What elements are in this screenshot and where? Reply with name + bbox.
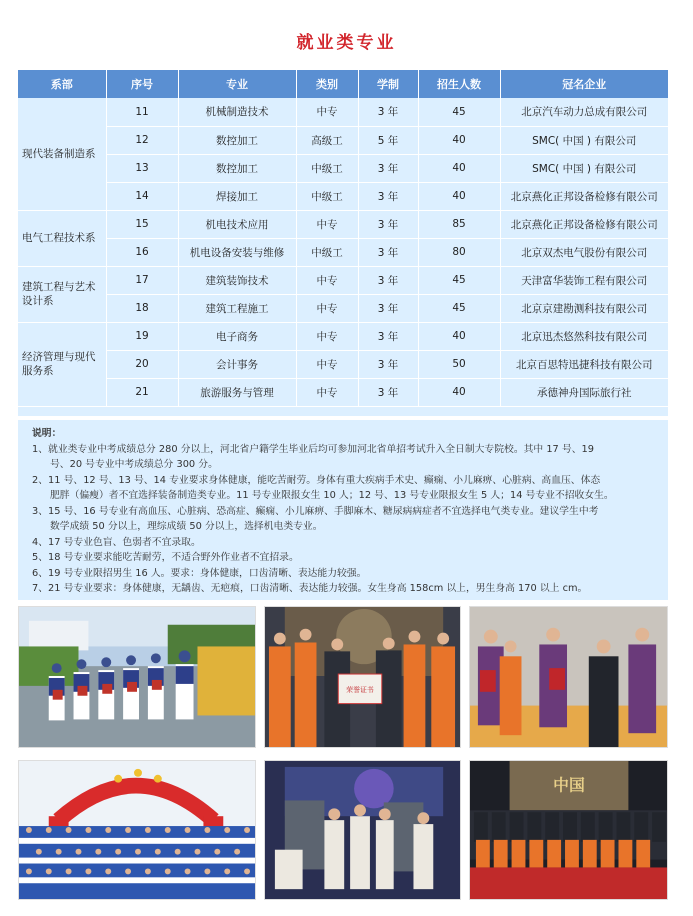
cell-company: 天津富华装饰工程有限公司 [500,266,668,294]
note-line: 5、18 号专业要求能吃苦耐劳，不适合野外作业者不宜招录。 [32,552,299,563]
cell-count: 40 [418,182,500,210]
cell-type: 中专 [296,210,358,238]
cell-company: 北京迅杰悠然科技有限公司 [500,322,668,350]
cell-no: 11 [106,98,178,126]
note-line: 4、17 号专业色盲、色弱者不宜录取。 [32,536,201,548]
cell-years: 3 年 [358,182,418,210]
photo-award-ceremony [264,606,461,748]
note-line: 6、19 号专业限招男生 16 人。要求：身体健康，口齿清晰、表达能力较强。 [32,567,367,579]
cell-count: 50 [418,350,500,378]
cell-company: 北京百思特迅捷科技有限公司 [500,350,668,378]
dept-line: 经济管理与现代 [22,351,96,363]
header-dept: 系部 [18,70,106,98]
header-company: 冠名企业 [500,70,668,98]
cell-no: 18 [106,294,178,322]
cell-count: 80 [418,238,500,266]
table-row [18,294,668,322]
cell-major: 数控加工 [178,126,296,154]
note-line: 7、21 号专业要求：身体健康，无龋齿、无疤痕，口齿清晰、表达能力较强。女生身高 158cm 以上，男生身高 170 以上 cm。 [32,583,588,594]
dept-line: 电气工程技术系 [22,232,96,244]
cell-years: 3 年 [358,266,418,294]
header-count: 招生人数 [418,70,500,98]
cell-years: 3 年 [358,350,418,378]
table-row [18,210,668,238]
notes-panel [18,420,668,600]
table-row [18,154,668,182]
table-row [18,98,668,126]
note-line: 2、11 号、12 号、13 号、14 专业要求身体健康，能吃苦耐劳。身体有重大疾病手术史、癫痫、小儿麻痹、心脏病、高血压、体态 [32,474,601,486]
dept-cell [18,322,106,406]
note-line: 1、就业类专业中考成绩总分 280 分以上，河北省户籍学生毕业后均可参加河北省单招考试升入全日制大专院校。其中 17 号、19 [32,443,594,455]
cell-count: 85 [418,210,500,238]
notes-title: 说明： [32,428,62,439]
cell-major: 机电设备安装与维修 [178,238,296,266]
cell-type: 中级工 [296,154,358,182]
header-no: 序号 [106,70,178,98]
award-card-text: 荣誉证书 [346,685,374,694]
cell-count: 45 [418,266,500,294]
photo-students-uniform [18,606,256,748]
cell-major: 建筑工程施工 [178,294,296,322]
photo-workshop-demo [264,760,461,900]
header-type: 类别 [296,70,358,98]
table-row [18,126,668,154]
cell-type: 高级工 [296,126,358,154]
note-line: 数学成绩 50 分以上，理综成绩 50 分以上，选择机电类专业。 [50,521,323,532]
dept-line: 设计系 [22,295,54,307]
cell-years: 5 年 [358,126,418,154]
cell-count: 45 [418,294,500,322]
dept-line: 服务系 [22,365,54,377]
table-row [18,182,668,210]
cell-major: 建筑装饰技术 [178,266,296,294]
cell-company: 北京双杰电气股份有限公司 [500,238,668,266]
header-years: 学制 [358,70,418,98]
table-row [18,378,668,406]
cell-no: 13 [106,154,178,182]
cell-no: 12 [106,126,178,154]
stage-banner-text: 中国 [553,775,585,795]
cell-company: SMC( 中国 ) 有限公司 [500,154,668,182]
cell-company: SMC( 中国 ) 有限公司 [500,126,668,154]
cell-major: 机电技术应用 [178,210,296,238]
cell-major: 焊接加工 [178,182,296,210]
cell-count: 45 [418,98,500,126]
cell-type: 中专 [296,98,358,126]
cell-years: 3 年 [358,322,418,350]
cell-count: 40 [418,126,500,154]
cell-major: 数控加工 [178,154,296,182]
note-line: 号、20 号专业中考成绩总分 300 分。 [50,459,218,470]
dept-line: 建筑工程与艺术 [22,281,96,293]
table-row [18,350,668,378]
cell-no: 20 [106,350,178,378]
cell-type: 中专 [296,322,358,350]
cell-years: 3 年 [358,294,418,322]
cell-count: 40 [418,378,500,406]
dept-cell [18,98,106,210]
dept-cell [18,266,106,322]
cell-major: 会计事务 [178,350,296,378]
cell-no: 17 [106,266,178,294]
table-row [18,322,668,350]
cell-years: 3 年 [358,238,418,266]
cell-no: 21 [106,378,178,406]
cell-type: 中专 [296,378,358,406]
table-row [18,238,668,266]
cell-years: 3 年 [358,154,418,182]
header-major: 专业 [178,70,296,98]
cell-company: 北京燕化正邦设备检修有限公司 [500,182,668,210]
table-header-row [18,70,668,98]
photo-signing-ceremony [469,606,668,748]
note-line: 3、15 号、16 号专业有高血压、心脏病、恐高症、癫痫、小儿麻痹、手脚麻木、糖尿病病症者不宜选择电气类专业。建议学生中考 [32,505,599,517]
photo-stage-group [469,760,668,900]
table-row [18,266,668,294]
majors-table-container [18,70,668,416]
cell-no: 16 [106,238,178,266]
cell-no: 19 [106,322,178,350]
cell-years: 3 年 [358,98,418,126]
cell-type: 中级工 [296,182,358,210]
cell-company: 北京燕化正邦设备检修有限公司 [500,210,668,238]
cell-count: 40 [418,154,500,182]
cell-type: 中专 [296,350,358,378]
dept-line: 现代装备制造系 [22,147,96,160]
cell-company: 北京汽车动力总成有限公司 [500,98,668,126]
cell-company: 承德神舟国际旅行社 [500,378,668,406]
dept-cell [18,210,106,266]
cell-type: 中级工 [296,238,358,266]
cell-years: 3 年 [358,378,418,406]
page-title: 就业类专业 [296,33,397,53]
cell-years: 3 年 [358,210,418,238]
cell-type: 中专 [296,266,358,294]
cell-major: 旅游服务与管理 [178,378,296,406]
cell-no: 15 [106,210,178,238]
cell-major: 电子商务 [178,322,296,350]
note-line: 肥胖（偏瘦）者不宜选择装备制造类专业。11 号专业限报女生 10 人；12 号、13 号专业限报女生 5 人；14 号专业不招收女生。 [50,490,614,501]
majors-table [18,70,668,407]
cell-type: 中专 [296,294,358,322]
cell-no: 14 [106,182,178,210]
cell-major: 机械制造技术 [178,98,296,126]
photo-group-arch [18,760,256,900]
cell-count: 40 [418,322,500,350]
cell-company: 北京京建勘测科技有限公司 [500,294,668,322]
